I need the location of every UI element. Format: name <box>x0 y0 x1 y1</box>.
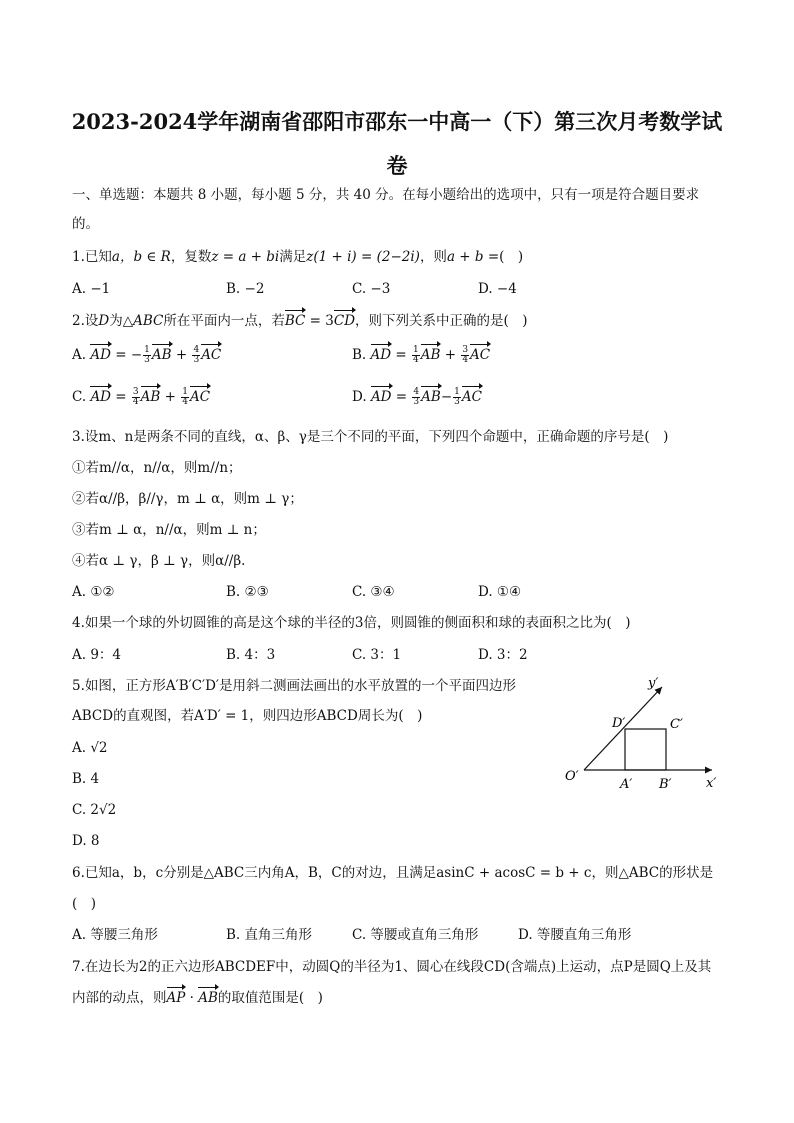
oblique-square-figure <box>560 672 740 802</box>
fraction: $\frac{3}{4}$ <box>462 345 469 365</box>
vector-cd: CD <box>333 313 356 329</box>
exam-title <box>60 100 734 188</box>
question-1-option-d[interactable]: D. −4 <box>478 281 517 297</box>
question-4-stem: 4.如果一个球的外切圆锥的高是这个球的半径的3倍，则圆锥的侧面积和球的表面积之比为( ) <box>72 615 631 631</box>
question-5-option-b[interactable]: B. 4 <box>72 771 100 787</box>
question-6-stem: 6.已知a，b，c分别是△ABC三内角A，B，C的对边，且满足asinC + acosC = b + c，则△ABC的形状是 <box>72 865 714 881</box>
question-7-stem: 7.在边长为2的正六边形ABCDEF中，动圆Q的半径为1、圆心在线段CD(含端点)上运动，点P是圆Q上及其 <box>72 959 712 975</box>
question-6-option-b[interactable]: B. 直角三角形 <box>226 927 313 943</box>
exam-title-line1: 2023-2024学年湖南省邵阳市邵东一中高一（下）第三次月考数学试 <box>71 109 723 134</box>
question-6-option-c[interactable]: C. 等腰或直角三角形 <box>352 927 479 943</box>
fraction: $\frac{1}{3}$ <box>144 345 150 365</box>
question-4-option-d[interactable]: D. 3：2 <box>478 647 528 663</box>
fraction: $\frac{4}{3}$ <box>413 387 420 407</box>
question-7-stem-cont: 内部的动点，则AP · AB的取值范围是( ) <box>72 990 323 1006</box>
question-2-stem: 2.设D为△ABC所在平面内一点，若BC = 3CD，则下列关系中正确的是( ) <box>72 313 528 329</box>
label-c: C′ <box>670 717 683 732</box>
question-2-option-a[interactable]: A. AD = − $\frac{1}{3}$ AB + $\frac{4}{3}$ AC <box>72 345 222 365</box>
fraction: $\frac{1}{3}$ <box>454 387 460 407</box>
question-4-option-a[interactable]: A. 9：4 <box>72 647 122 663</box>
label-o: O′ <box>565 769 579 784</box>
label-b: B′ <box>659 777 672 792</box>
exam-title-line2: 卷 <box>386 153 408 178</box>
question-1-option-b[interactable]: B. −2 <box>226 281 265 297</box>
fraction: $\frac{3}{4}$ <box>132 387 139 407</box>
question-4-option-b[interactable]: B. 4：3 <box>226 647 276 663</box>
question-3-option-c[interactable]: C. ③④ <box>352 584 395 600</box>
question-4-option-c[interactable]: C. 3：1 <box>352 647 402 663</box>
question-5-option-d[interactable]: D. 8 <box>72 833 100 849</box>
question-3-item-3: ③若m ⊥ α，n//α，则m ⊥ n； <box>72 522 266 538</box>
question-2-option-b[interactable]: B. AD = $\frac{1}{4}$ AB + $\frac{3}{4}$ AC <box>352 345 491 365</box>
question-5-stem-cont: ABCD的直观图，若A′D′ = 1，则四边形ABCD周长为( ) <box>72 708 423 724</box>
vector-ap: AP <box>166 990 186 1006</box>
fraction: $\frac{4}{3}$ <box>193 345 200 365</box>
question-3-option-a[interactable]: A. ①② <box>72 584 115 600</box>
label-a: A′ <box>620 777 633 792</box>
question-3-option-b[interactable]: B. ②③ <box>226 584 269 600</box>
question-1-stem: 1.已知a，b ∈ R，复数z = a + bi满足z(1 + i) = (2−2i)，则a + b =( ) <box>72 249 524 265</box>
question-1-option-a[interactable]: A. −1 <box>72 281 111 297</box>
section-heading: 一、单选题：本题共 8 小题，每小题 5 分，共 40 分。在每小题给出的选项中，只有一项是符合题目要求 <box>72 187 700 203</box>
question-3-stem: 3.设m、n是两条不同的直线，α、β、γ是三个不同的平面，下列四个命题中，正确命题的序号是( ) <box>72 429 669 445</box>
question-1-option-c[interactable]: C. −3 <box>352 281 391 297</box>
label-y: y′ <box>648 676 659 691</box>
square-a-b-c-d <box>625 729 666 770</box>
question-3-item-4: ④若α ⊥ γ，β ⊥ γ，则α//β. <box>72 553 246 569</box>
question-2-option-c[interactable]: C. AD = $\frac{3}{4}$ AB + $\frac{1}{4}$ AC <box>72 387 211 407</box>
question-5-stem: 5.如图，正方形A′B′C′D′是用斜二测画法画出的水平放置的一个平面四边形 <box>72 678 516 694</box>
vector-ab: AB <box>198 990 218 1006</box>
vector-bc: BC <box>284 313 306 329</box>
question-6-option-a[interactable]: A. 等腰三角形 <box>72 927 158 943</box>
question-5-option-a[interactable]: A. √2 <box>72 740 108 756</box>
question-3-item-1: ①若m//α，n//α，则m//n； <box>72 460 242 476</box>
question-3-option-d[interactable]: D. ①④ <box>478 584 522 600</box>
section-heading-cont: 的。 <box>72 216 99 232</box>
label-x: x′ <box>706 776 717 791</box>
fraction: $\frac{1}{4}$ <box>182 387 188 407</box>
question-2-option-d[interactable]: D. AD = $\frac{4}{3}$ AB− $\frac{1}{3}$ AC <box>352 387 482 407</box>
question-6-option-d[interactable]: D. 等腰直角三角形 <box>518 927 632 943</box>
label-d: D′ <box>612 716 626 731</box>
question-6-stem-cont: ( ) <box>72 896 97 912</box>
question-3-item-2: ②若α//β，β//γ，m ⊥ α，则m ⊥ γ； <box>72 491 303 507</box>
question-5-option-c[interactable]: C. 2√2 <box>72 802 117 818</box>
fraction: $\frac{1}{4}$ <box>413 345 419 365</box>
